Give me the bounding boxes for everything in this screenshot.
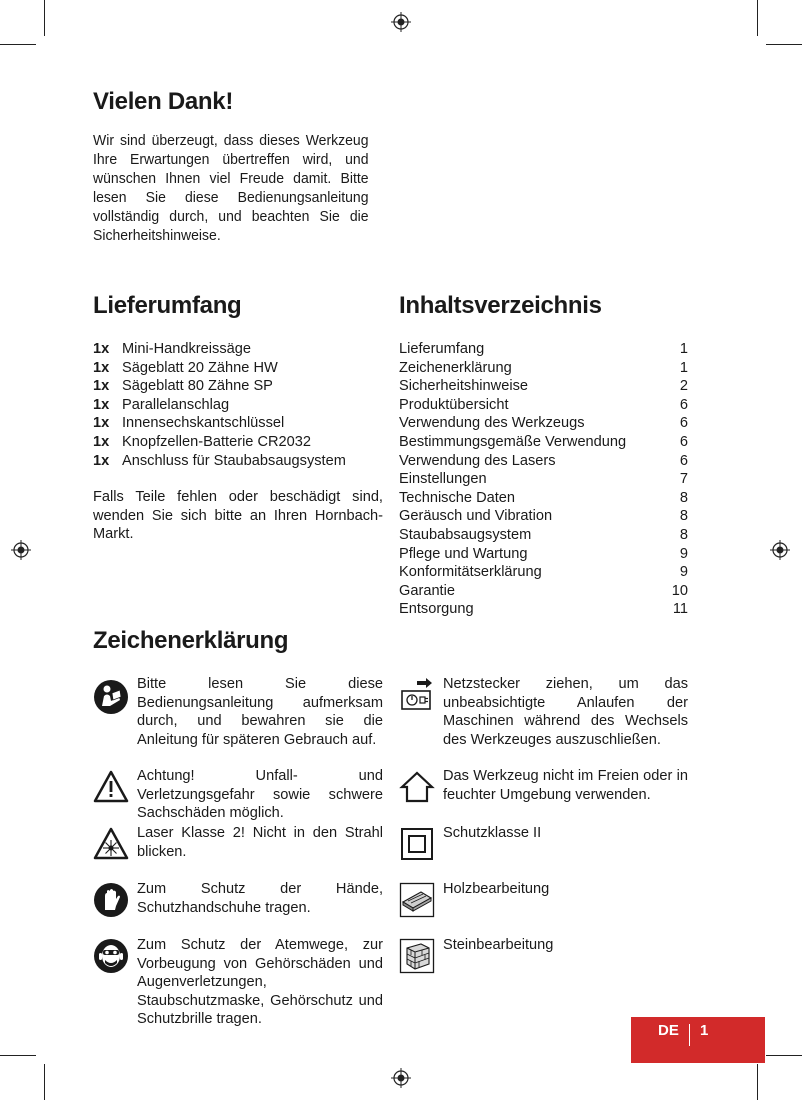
- language-label: DE: [658, 1022, 679, 1039]
- toc-entry[interactable]: Technische Daten 8: [399, 489, 688, 506]
- toc-entry[interactable]: Garantie 10: [399, 582, 688, 599]
- toc-entry[interactable]: Bestimmungsgemäße Verwendung 6: [399, 433, 688, 450]
- symbol-text: Steinbearbeitung: [443, 937, 554, 953]
- symbol-text: Schutzklasse II: [443, 825, 542, 841]
- page-tab: [631, 1017, 765, 1063]
- toc-entry[interactable]: Sicherheitshinweise 2: [399, 378, 688, 395]
- symbol-ppe: [93, 936, 383, 1028]
- crop-mark: [44, 1064, 45, 1100]
- toc-entry[interactable]: Entsorgung 11: [399, 601, 688, 618]
- protection-class-2-icon: [399, 826, 435, 862]
- registration-mark-icon: [11, 540, 31, 560]
- symbol-wood: [399, 880, 689, 920]
- crop-mark: [44, 0, 45, 36]
- toc-entry[interactable]: Einstellungen 7: [399, 471, 688, 488]
- symbol-protection-class: [399, 824, 689, 864]
- toc-entry[interactable]: Staubabsaugsystem 8: [399, 526, 688, 543]
- symbol-text: Das Werkzeug nicht im Freien oder in feuchter Umgebung verwenden.: [443, 768, 688, 803]
- list-item: 1x Parallelanschlag: [93, 396, 230, 413]
- registration-mark-icon: [391, 1068, 411, 1088]
- crop-mark: [0, 44, 36, 45]
- intro-text: Wir sind überzeugt, dass dieses Werkzeug Ihre Erwartungen übertreffen wird, und wünschen Ihnen viel Freude damit. Bitte lesen Sie diese Bedienungsanleitung vollständig durch, und beachten Sie die Sicherheitshinweise.: [93, 133, 369, 244]
- crop-mark: [766, 1055, 802, 1056]
- list-item: 1x Anschluss für Staubabsaugsystem: [93, 452, 346, 469]
- symbol-text: Netzstecker ziehen, um das unbeabsichtigte Anlaufen der Maschinen während des Wechsels des Werkzeuges auszuschließen.: [443, 676, 688, 748]
- toc-entry[interactable]: Zeichenerklärung 1: [399, 359, 688, 376]
- crop-mark: [766, 44, 802, 45]
- list-item: 1x Sägeblatt 80 Zähne SP: [93, 378, 273, 395]
- symbol-read-manual: [93, 675, 383, 751]
- symbol-gloves: [93, 880, 383, 920]
- read-manual-icon: [93, 679, 129, 715]
- indoor-only-icon: [399, 769, 435, 805]
- symbol-text: Zum Schutz der Atemwege, zur Vorbeugung von Gehörschäden und Augenverletzungen, Staubschutzmaske, Gehörschutz und Schutzbrille tragen.: [137, 937, 383, 1028]
- toc-entry[interactable]: Produktübersicht 6: [399, 396, 688, 413]
- intro-title: Vielen Dank!: [93, 88, 234, 115]
- crop-mark: [757, 1064, 758, 1100]
- page-number: 1: [700, 1022, 709, 1039]
- symbols-title: Zeichenerklärung: [93, 627, 289, 654]
- symbol-unplug: [399, 675, 689, 751]
- lieferumfang-note: Falls Teile fehlen oder beschädigt sind, wenden Sie sich bitte an Ihren Hornbach-Markt.: [93, 489, 383, 543]
- crop-mark: [757, 0, 758, 36]
- registration-mark-icon: [770, 540, 790, 560]
- toc-entry[interactable]: Verwendung des Werkzeugs 6: [399, 415, 688, 432]
- toc-entry[interactable]: Lieferumfang 1: [399, 341, 688, 357]
- symbol-text: Achtung! Unfall- und Verletzungsgefahr sowie schwere Sachschäden möglich.: [137, 768, 383, 822]
- wood-icon: [399, 882, 435, 918]
- symbol-text: Zum Schutz der Hände, Schutzhandschuhe tragen.: [137, 881, 383, 916]
- toc-entry[interactable]: Pflege und Wartung 9: [399, 545, 688, 562]
- symbol-text: Bitte lesen Sie diese Bedienungsanleitung aufmerksam durch, und bewahren sie die Anleitung für späteren Gebrauch auf.: [137, 676, 383, 748]
- symbol-text: Holzbearbeitung: [443, 881, 550, 897]
- toc-entry[interactable]: Konformitätserklärung 9: [399, 564, 688, 581]
- stone-icon: [399, 938, 435, 974]
- symbol-indoor: [399, 767, 689, 807]
- lieferumfang-title: Lieferumfang: [93, 292, 242, 319]
- toc-list: [399, 340, 688, 619]
- toc-entry[interactable]: Geräusch und Vibration 8: [399, 508, 688, 525]
- list-item: 1x Sägeblatt 20 Zähne HW: [93, 359, 278, 376]
- list-item: 1x Knopfzellen-Batterie CR2032: [93, 433, 312, 450]
- registration-mark-icon: [391, 12, 411, 32]
- unplug-icon: [399, 677, 435, 713]
- symbol-text: Laser Klasse 2! Nicht in den Strahl blicken.: [137, 825, 383, 860]
- toc-entry[interactable]: Verwendung des Lasers 6: [399, 452, 688, 469]
- divider: [689, 1024, 690, 1046]
- ppe-face-icon: [93, 938, 129, 974]
- toc-title: Inhaltsverzeichnis: [399, 292, 602, 319]
- symbol-warning: [93, 767, 383, 822]
- list-item: 1x Innensechskantschlüssel: [93, 415, 285, 432]
- symbol-stone: [399, 936, 689, 976]
- crop-mark: [0, 1055, 36, 1056]
- lieferumfang-list: [93, 340, 383, 470]
- warning-triangle-icon: [93, 769, 129, 805]
- laser-warning-icon: [93, 826, 129, 862]
- symbol-laser: [93, 824, 383, 864]
- gloves-icon: [93, 882, 129, 918]
- list-item: 1x Mini-Handkreissäge: [93, 341, 251, 357]
